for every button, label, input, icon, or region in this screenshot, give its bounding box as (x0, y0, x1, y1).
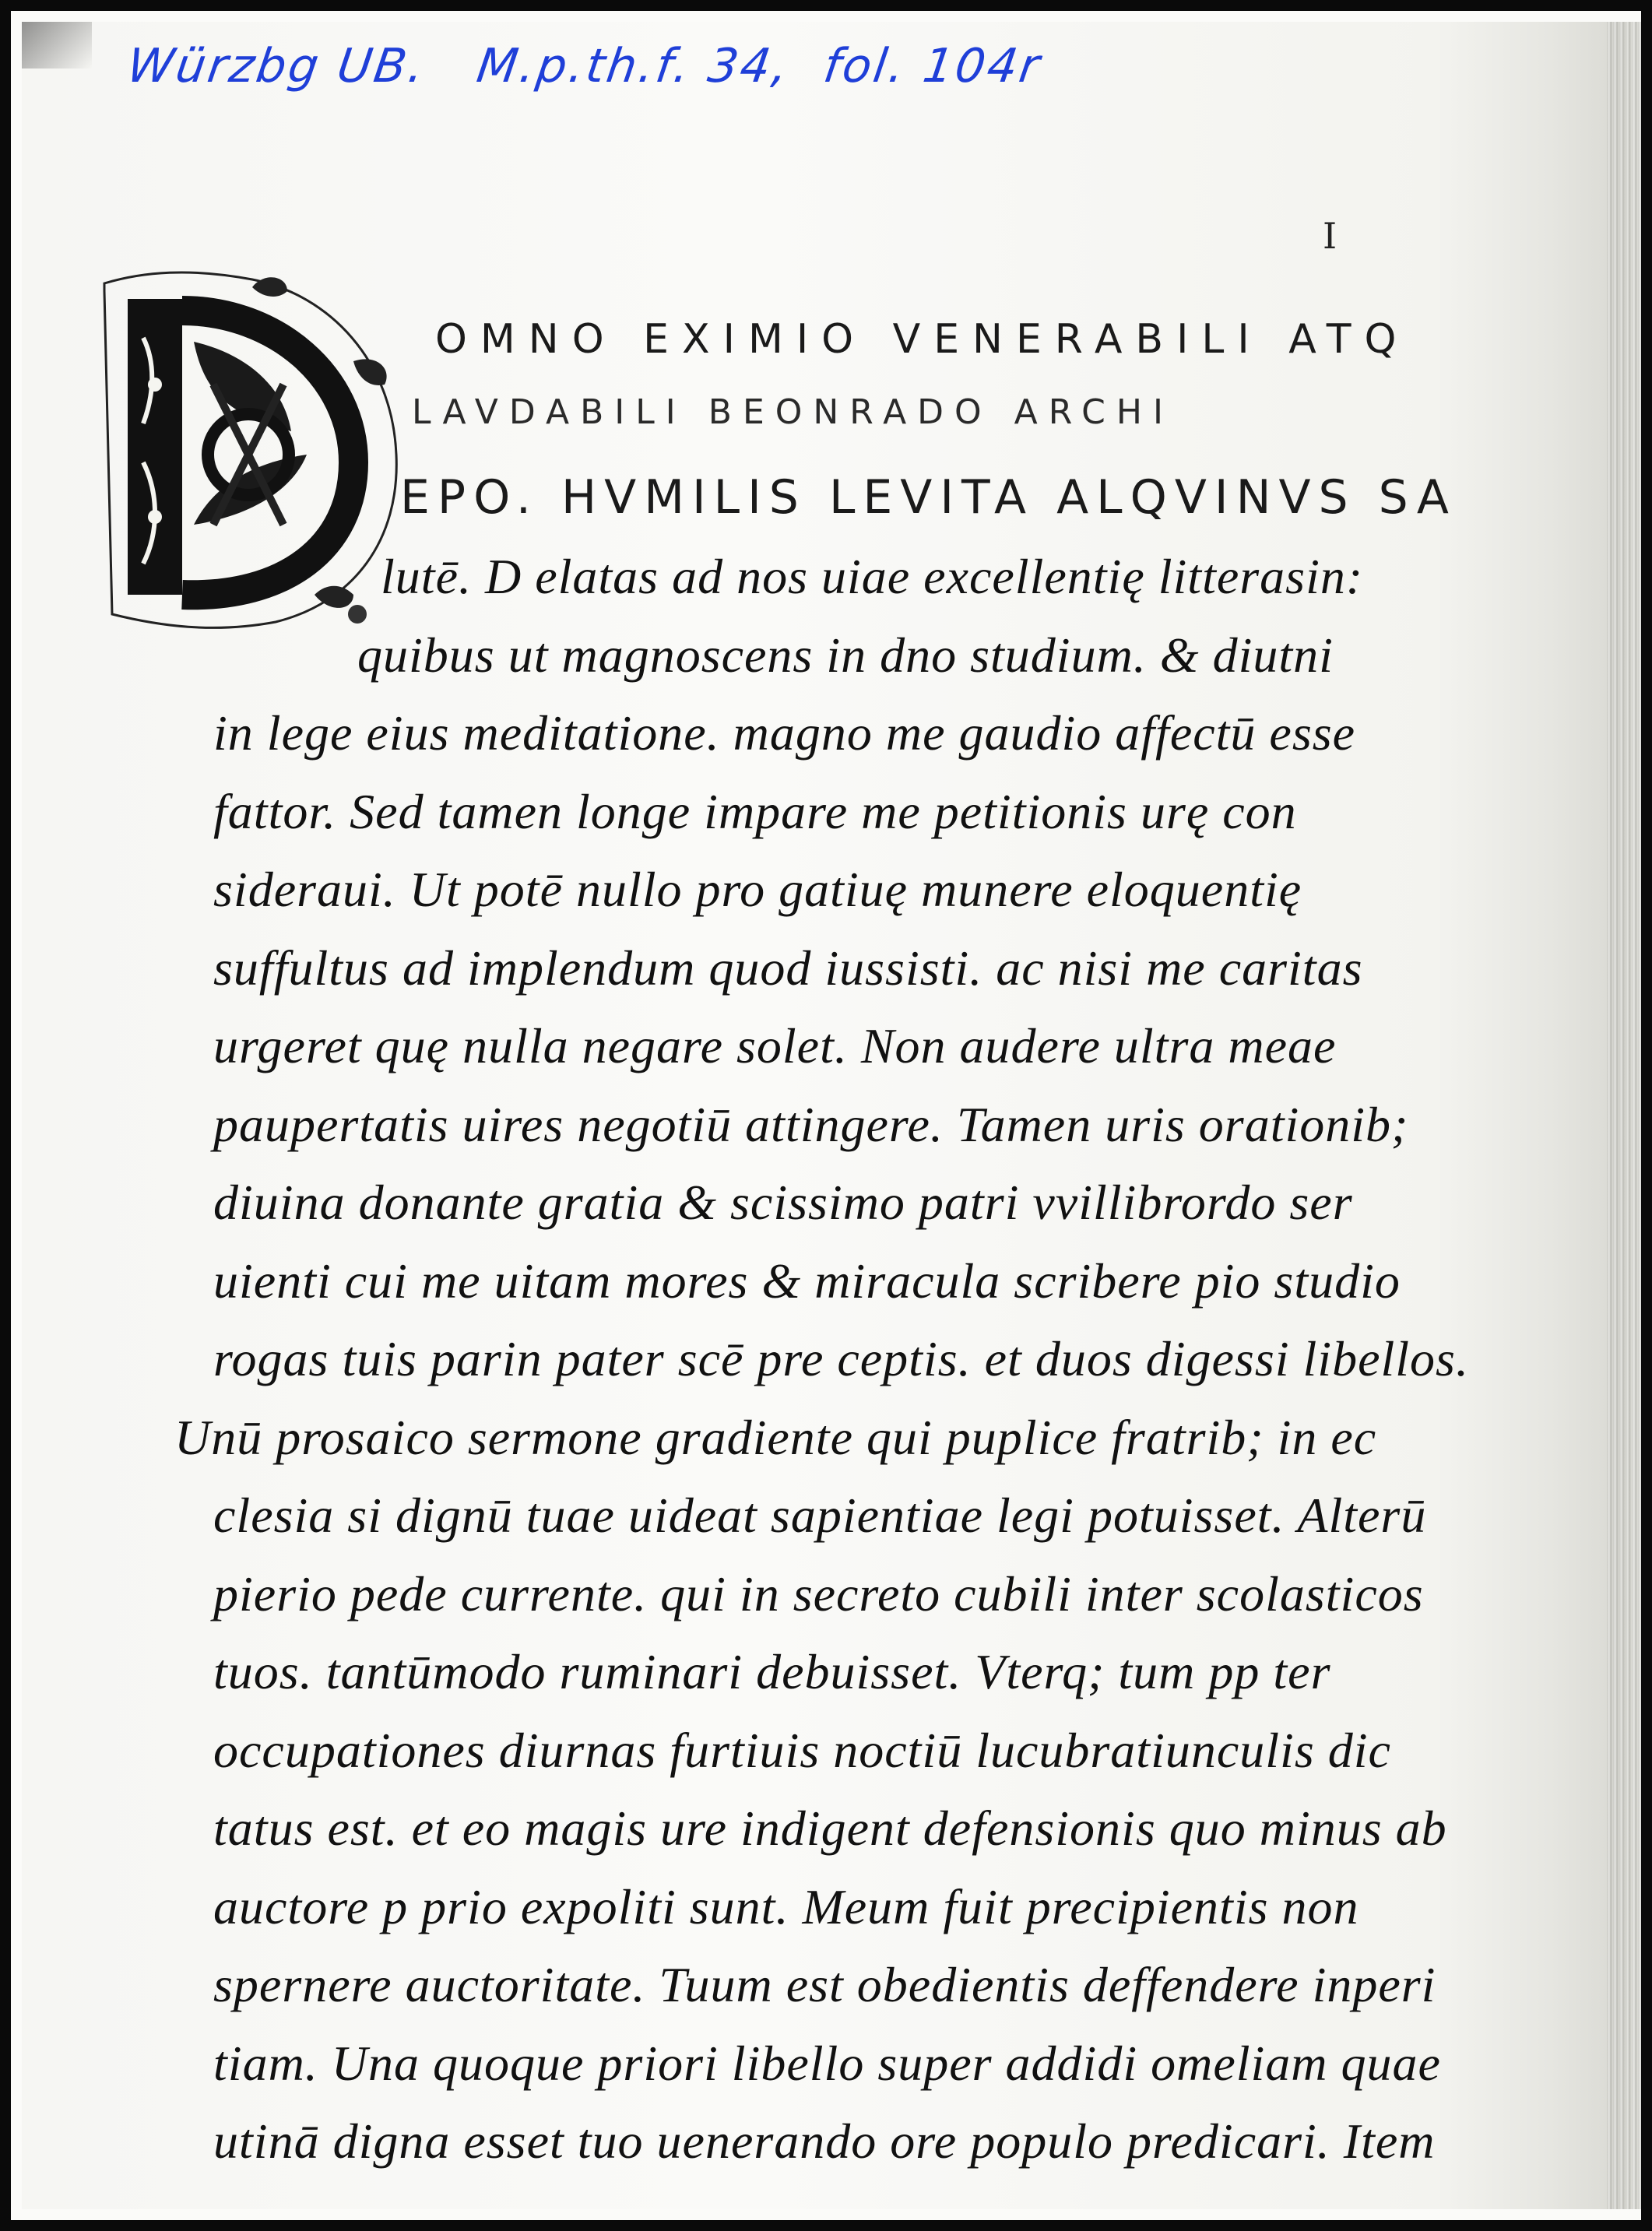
text-line: uienti cui me uitam mores & miracula scribere pio studio (213, 1253, 1401, 1309)
text-line: clesia si dignū tuae uideat sapientiae legi potuisset. Alterū (213, 1488, 1427, 1543)
rubric-line-3: EPO. HVMILIS LEVITA ALQVINVS SA (400, 470, 1457, 525)
rubric-line-2: LAVDABILI BEONRADO ARCHI (412, 392, 1174, 432)
text-line: spernere auctoritate. Tuum est obedientis deffendere inperi (213, 1957, 1436, 2012)
text-line: rogas tuis parin pater scē pre ceptis. et duos digessi libellos. (213, 1331, 1469, 1386)
text-line: occupationes diurnas furtiuis noctiū lucubratiunculis dic (213, 1722, 1391, 1778)
text-line: quibus ut magnoscens in dno studium. & diutni (357, 627, 1334, 683)
text-line: auctore p prio expoliti sunt. Meum fuit precipientis non (213, 1878, 1359, 1934)
text-line: tuos. tantūmodo ruminari debuisset. Vterq; tum pp ter (213, 1644, 1331, 1699)
text-line: utinā digna esset tuo uenerando ore populo predicari. Item (213, 2113, 1436, 2169)
text-line: in lege eius meditatione. magno me gaudio affectū esse (213, 705, 1356, 761)
initial-d-drawing (97, 268, 408, 634)
text-line: tiam. Una quoque priori libello super addidi omeliam quae (213, 2035, 1441, 2091)
photo-shadow (22, 22, 92, 69)
text-line: urgeret quę nulla negare solet. Non audere ultra meae (213, 1018, 1337, 1073)
rubric-line-1: OMNO EXIMIO VENERABILI ATQ (435, 316, 1410, 363)
text-line: lutē. D elatas ad nos uiae excellentię litterasin: (381, 549, 1364, 604)
archive-shelfmark-note: Würzbg UB. M.p.th.f. 34, fol. 104r (124, 39, 1046, 93)
text-line: paupertatis uires negotiū attingere. Tamen uris orationib; (213, 1096, 1409, 1152)
text-line: fattor. Sed tamen longe impare me petitionis urę con (213, 783, 1297, 839)
text-line: diuina donante gratia & scissimo patri vvillibrordo ser (213, 1175, 1353, 1230)
text-line: tatus est. et eo magis ure indigent defensionis quo minus ab (213, 1801, 1447, 1856)
text-line: suffultus ad implendum quod iussisti. ac nisi me caritas (213, 940, 1363, 996)
folio-mark: I (1323, 215, 1337, 257)
text-line: pierio pede currente. qui in secreto cubili inter scolasticos (213, 1565, 1424, 1621)
text-line: Unū prosaico sermone gradiente qui puplice fratrib; in ec (174, 1409, 1377, 1465)
illuminated-initial (97, 268, 408, 634)
page-edge-stack (1607, 22, 1652, 2209)
text-line: sideraui. Ut potē nullo pro gatiuę munere eloquentię (213, 862, 1302, 917)
